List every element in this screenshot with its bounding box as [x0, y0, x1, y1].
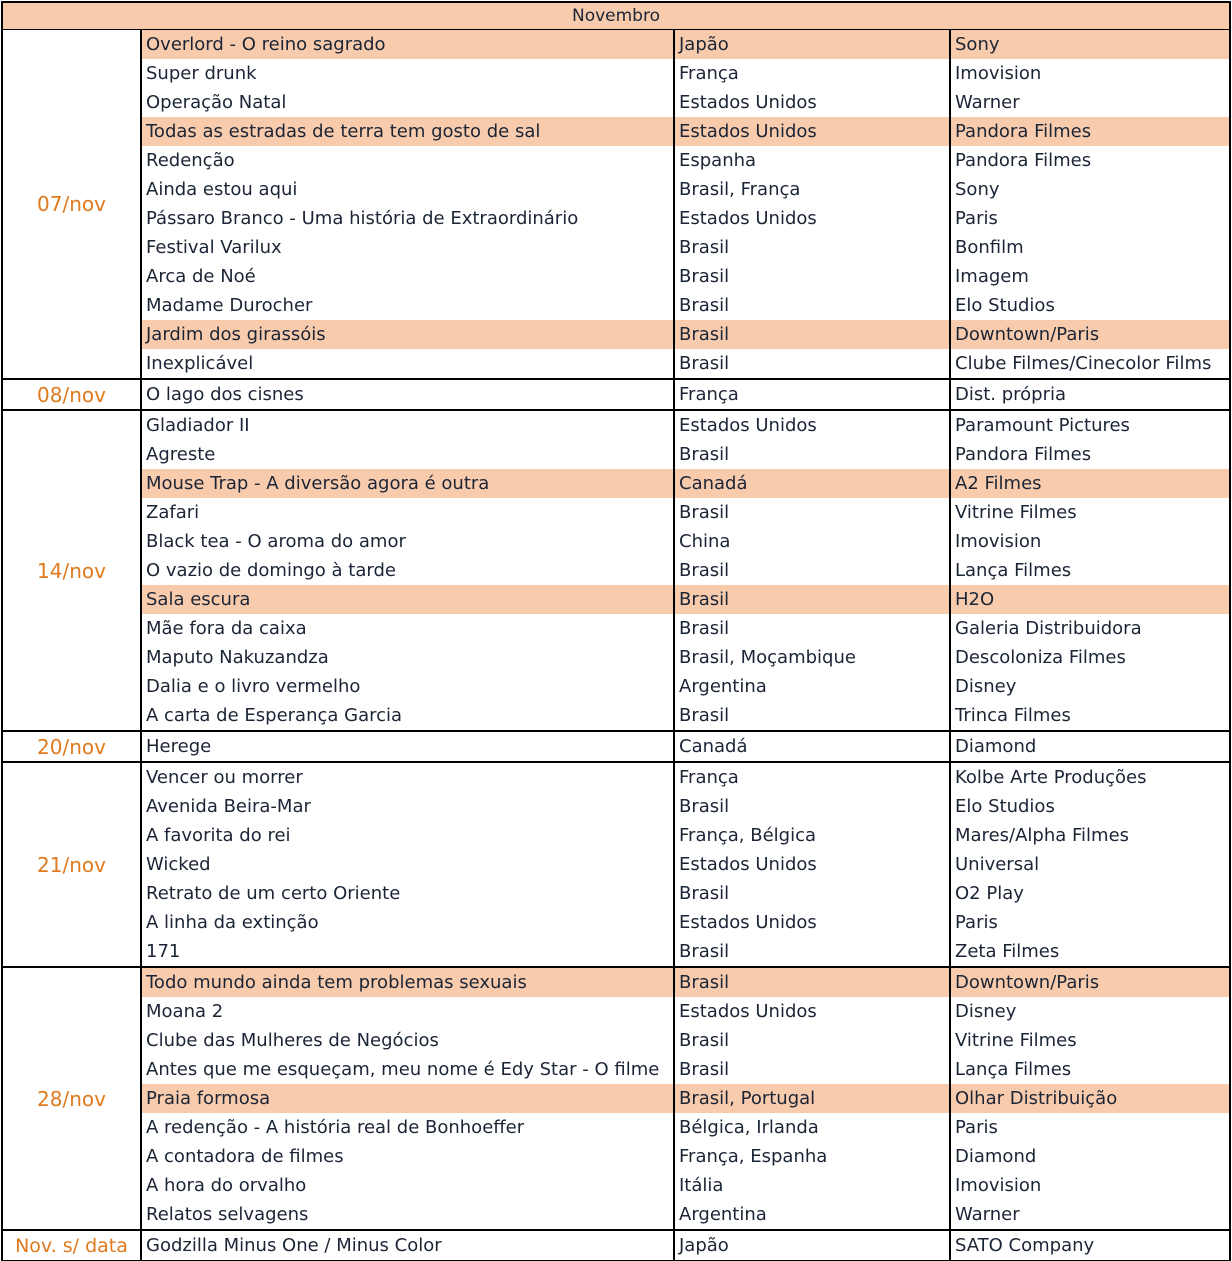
table-row [142, 968, 1229, 997]
release-rows [142, 380, 1229, 409]
table-row [142, 763, 1229, 792]
country-cell: Estados Unidos [675, 88, 951, 117]
table-row [142, 527, 1229, 556]
country-cell: Estados Unidos [675, 411, 951, 440]
table-row [142, 643, 1229, 672]
film-title-cell: A linha da extinção [142, 908, 675, 937]
country-cell: Brasil [675, 701, 951, 730]
table-row [142, 175, 1229, 204]
release-rows [142, 411, 1229, 730]
distributor-cell: Paris [955, 1117, 998, 1138]
country-cell: Estados Unidos [675, 908, 951, 937]
table-row [142, 732, 1229, 761]
table-row [142, 556, 1229, 585]
release-rows [142, 968, 1229, 1229]
release-date-group [1, 732, 1231, 763]
table-row [142, 88, 1229, 117]
country-cell: Bélgica, Irlanda [675, 1113, 951, 1142]
film-title-cell: Vencer ou morrer [142, 763, 675, 792]
table-row [142, 30, 1229, 59]
country-cell: Brasil [675, 498, 951, 527]
table-row [142, 291, 1229, 320]
country-cell: Brasil, Portugal [675, 1084, 951, 1113]
table-row [142, 792, 1229, 821]
distributor-cell: Paris [955, 912, 998, 933]
distributor-cell: Disney [955, 1001, 1017, 1022]
distributor-cell: Universal [955, 854, 1040, 875]
film-title-cell: Mouse Trap - A diversão agora é outra [142, 469, 675, 498]
distributor-cell: Warner [955, 1204, 1020, 1225]
film-title-cell: Jardim dos girassóis [142, 320, 675, 349]
table-row [142, 879, 1229, 908]
table-row [142, 204, 1229, 233]
distributor-cell: Bonfilm [955, 237, 1024, 258]
release-date-group [1, 411, 1231, 732]
country-cell: Espanha [675, 146, 951, 175]
country-cell: Argentina [675, 1200, 951, 1229]
film-title-cell: Inexplicável [142, 349, 675, 378]
country-cell: Brasil [675, 792, 951, 821]
film-title-cell: Sala escura [142, 585, 675, 614]
film-title-cell: O lago dos cisnes [142, 380, 675, 409]
table-row [142, 908, 1229, 937]
distributor-cell: Imovision [955, 63, 1042, 84]
distributor-cell: Zeta Filmes [955, 941, 1060, 962]
table-row [142, 1142, 1229, 1171]
country-cell: Brasil [675, 1026, 951, 1055]
film-title-cell: Black tea - O aroma do amor [142, 527, 675, 556]
distributor-cell: A2 Filmes [955, 473, 1042, 494]
table-row [142, 469, 1229, 498]
film-title-cell: Agreste [142, 440, 675, 469]
country-cell: Estados Unidos [675, 204, 951, 233]
country-cell: França [675, 59, 951, 88]
distributor-cell: Warner [955, 92, 1020, 113]
country-cell: Brasil [675, 262, 951, 291]
distributor-cell: Dist. própria [955, 384, 1067, 405]
film-title-cell: A favorita do rei [142, 821, 675, 850]
distributor-cell: Diamond [955, 736, 1037, 757]
release-date-cell: 21/nov [3, 763, 142, 966]
release-date-cell: 07/nov [3, 30, 142, 378]
distributor-cell: Pandora Filmes [955, 444, 1092, 465]
distributor-cell: SATO Company [955, 1235, 1095, 1256]
table-row [142, 262, 1229, 291]
country-cell: França [675, 380, 951, 409]
release-date-cell: 20/nov [3, 732, 142, 761]
distributor-cell: H2O [955, 589, 995, 610]
country-cell: Brasil [675, 556, 951, 585]
table-row [142, 1113, 1229, 1142]
release-groups [1, 30, 1231, 1261]
release-date-cell: 14/nov [3, 411, 142, 730]
film-title-cell: Mãe fora da caixa [142, 614, 675, 643]
film-title-cell: Praia formosa [142, 1084, 675, 1113]
country-cell: Japão [675, 30, 951, 59]
film-title-cell: Zafari [142, 498, 675, 527]
table-row [142, 1084, 1229, 1113]
distributor-cell: Paramount Pictures [955, 415, 1130, 436]
table-row [142, 440, 1229, 469]
country-cell: Canadá [675, 469, 951, 498]
table-row [142, 1026, 1229, 1055]
release-date-group [1, 1231, 1231, 1261]
release-rows [142, 30, 1229, 378]
film-title-cell: Todas as estradas de terra tem gosto de sal [142, 117, 675, 146]
country-cell: Brasil [675, 968, 951, 997]
country-cell: Brasil [675, 320, 951, 349]
country-cell: China [675, 527, 951, 556]
month-header [1, 1, 1231, 30]
country-cell: Brasil [675, 1055, 951, 1084]
film-title-cell: 171 [142, 937, 675, 966]
distributor-cell: Lança Filmes [955, 1059, 1072, 1080]
table-row [142, 1200, 1229, 1229]
country-cell: Brasil [675, 349, 951, 378]
film-title-cell: Dalia e o livro vermelho [142, 672, 675, 701]
distributor-cell: Disney [955, 676, 1017, 697]
distributor-cell: Downtown/Paris [955, 972, 1100, 993]
country-cell: Brasil [675, 614, 951, 643]
country-cell: França [675, 763, 951, 792]
distributor-cell: Elo Studios [955, 295, 1055, 316]
distributor-cell: Vitrine Filmes [955, 1030, 1077, 1051]
country-cell: Japão [675, 1231, 951, 1260]
table-row [142, 1171, 1229, 1200]
table-row [142, 821, 1229, 850]
distributor-cell: Sony [955, 34, 1000, 55]
distributor-cell: Imagem [955, 266, 1029, 287]
film-title-cell: A redenção - A história real de Bonhoeffer [142, 1113, 675, 1142]
film-title-cell: Gladiador II [142, 411, 675, 440]
distributor-cell: Diamond [955, 1146, 1037, 1167]
release-date-group [1, 968, 1231, 1231]
release-rows [142, 732, 1229, 761]
distributor-cell: Clube Filmes/Cinecolor Films [955, 353, 1212, 374]
distributor-cell: Descoloniza Filmes [955, 647, 1126, 668]
table-row [142, 498, 1229, 527]
distributor-cell: Imovision [955, 531, 1042, 552]
film-title-cell: A carta de Esperança Garcia [142, 701, 675, 730]
country-cell: Brasil, França [675, 175, 951, 204]
country-cell: Brasil [675, 879, 951, 908]
distributor-cell: Downtown/Paris [955, 324, 1100, 345]
country-cell: Argentina [675, 672, 951, 701]
film-title-cell: Madame Durocher [142, 291, 675, 320]
film-title-cell: Arca de Noé [142, 262, 675, 291]
film-title-cell: Pássaro Branco - Uma história de Extraordinário [142, 204, 675, 233]
film-title-cell: A hora do orvalho [142, 1171, 675, 1200]
film-title-cell: Maputo Nakuzandza [142, 643, 675, 672]
distributor-cell: Lança Filmes [955, 560, 1072, 581]
distributor-cell: Trinca Filmes [955, 705, 1071, 726]
country-cell: Canadá [675, 732, 951, 761]
film-title-cell: Clube das Mulheres de Negócios [142, 1026, 675, 1055]
film-title-cell: Super drunk [142, 59, 675, 88]
distributor-cell: Vitrine Filmes [955, 502, 1077, 523]
release-date-cell: 28/nov [3, 968, 142, 1229]
table-row [142, 320, 1229, 349]
film-title-cell: Avenida Beira-Mar [142, 792, 675, 821]
table-row [142, 1055, 1229, 1084]
film-title-cell: Retrato de um certo Oriente [142, 879, 675, 908]
table-row [142, 59, 1229, 88]
release-date-group [1, 380, 1231, 411]
distributor-cell: Elo Studios [955, 796, 1055, 817]
film-title-cell: Todo mundo ainda tem problemas sexuais [142, 968, 675, 997]
table-row [142, 411, 1229, 440]
table-row [142, 585, 1229, 614]
table-row [142, 146, 1229, 175]
table-row [142, 233, 1229, 262]
film-title-cell: Godzilla Minus One / Minus Color [142, 1231, 675, 1260]
film-title-cell: Wicked [142, 850, 675, 879]
film-title-cell: Moana 2 [142, 997, 675, 1026]
film-title-cell: Ainda estou aqui [142, 175, 675, 204]
release-rows [142, 763, 1229, 966]
country-cell: França, Bélgica [675, 821, 951, 850]
distributor-cell: Mares/Alpha Filmes [955, 825, 1130, 846]
release-date-group [1, 30, 1231, 380]
table-row [142, 380, 1229, 409]
table-row [142, 997, 1229, 1026]
country-cell: Brasil [675, 233, 951, 262]
country-cell: Brasil [675, 585, 951, 614]
distributor-cell: O2 Play [955, 883, 1024, 904]
film-title-cell: Overlord - O reino sagrado [142, 30, 675, 59]
film-title-cell: Redenção [142, 146, 675, 175]
film-title-cell: Relatos selvagens [142, 1200, 675, 1229]
table-row [142, 701, 1229, 730]
month-title: Novembro [571, 6, 660, 26]
country-cell: Brasil [675, 440, 951, 469]
table-row [142, 349, 1229, 378]
distributor-cell: Pandora Filmes [955, 150, 1092, 171]
release-date-group [1, 763, 1231, 968]
distributor-cell: Olhar Distribuição [955, 1088, 1118, 1109]
release-date-cell: 08/nov [3, 380, 142, 409]
country-cell: Brasil, Moçambique [675, 643, 951, 672]
country-cell: França, Espanha [675, 1142, 951, 1171]
distributor-cell: Paris [955, 208, 998, 229]
table-row [142, 850, 1229, 879]
country-cell: Estados Unidos [675, 997, 951, 1026]
film-title-cell: O vazio de domingo à tarde [142, 556, 675, 585]
table-row [142, 117, 1229, 146]
table-row [142, 937, 1229, 966]
country-cell: Brasil [675, 937, 951, 966]
country-cell: Estados Unidos [675, 117, 951, 146]
distributor-cell: Galeria Distribuidora [955, 618, 1142, 639]
distributor-cell: Imovision [955, 1175, 1042, 1196]
release-date-cell: Nov. s/ data [3, 1231, 142, 1260]
distributor-cell: Sony [955, 179, 1000, 200]
film-title-cell: Herege [142, 732, 675, 761]
film-title-cell: A contadora de filmes [142, 1142, 675, 1171]
distributor-cell: Pandora Filmes [955, 121, 1092, 142]
release-schedule-table [1, 1, 1231, 1261]
film-title-cell: Antes que me esqueçam, meu nome é Edy Star - O filme [142, 1055, 675, 1084]
table-row [142, 672, 1229, 701]
table-row [142, 614, 1229, 643]
country-cell: Brasil [675, 291, 951, 320]
distributor-cell: Kolbe Arte Produções [955, 767, 1147, 788]
film-title-cell: Operação Natal [142, 88, 675, 117]
country-cell: Itália [675, 1171, 951, 1200]
film-title-cell: Festival Varilux [142, 233, 675, 262]
country-cell: Estados Unidos [675, 850, 951, 879]
